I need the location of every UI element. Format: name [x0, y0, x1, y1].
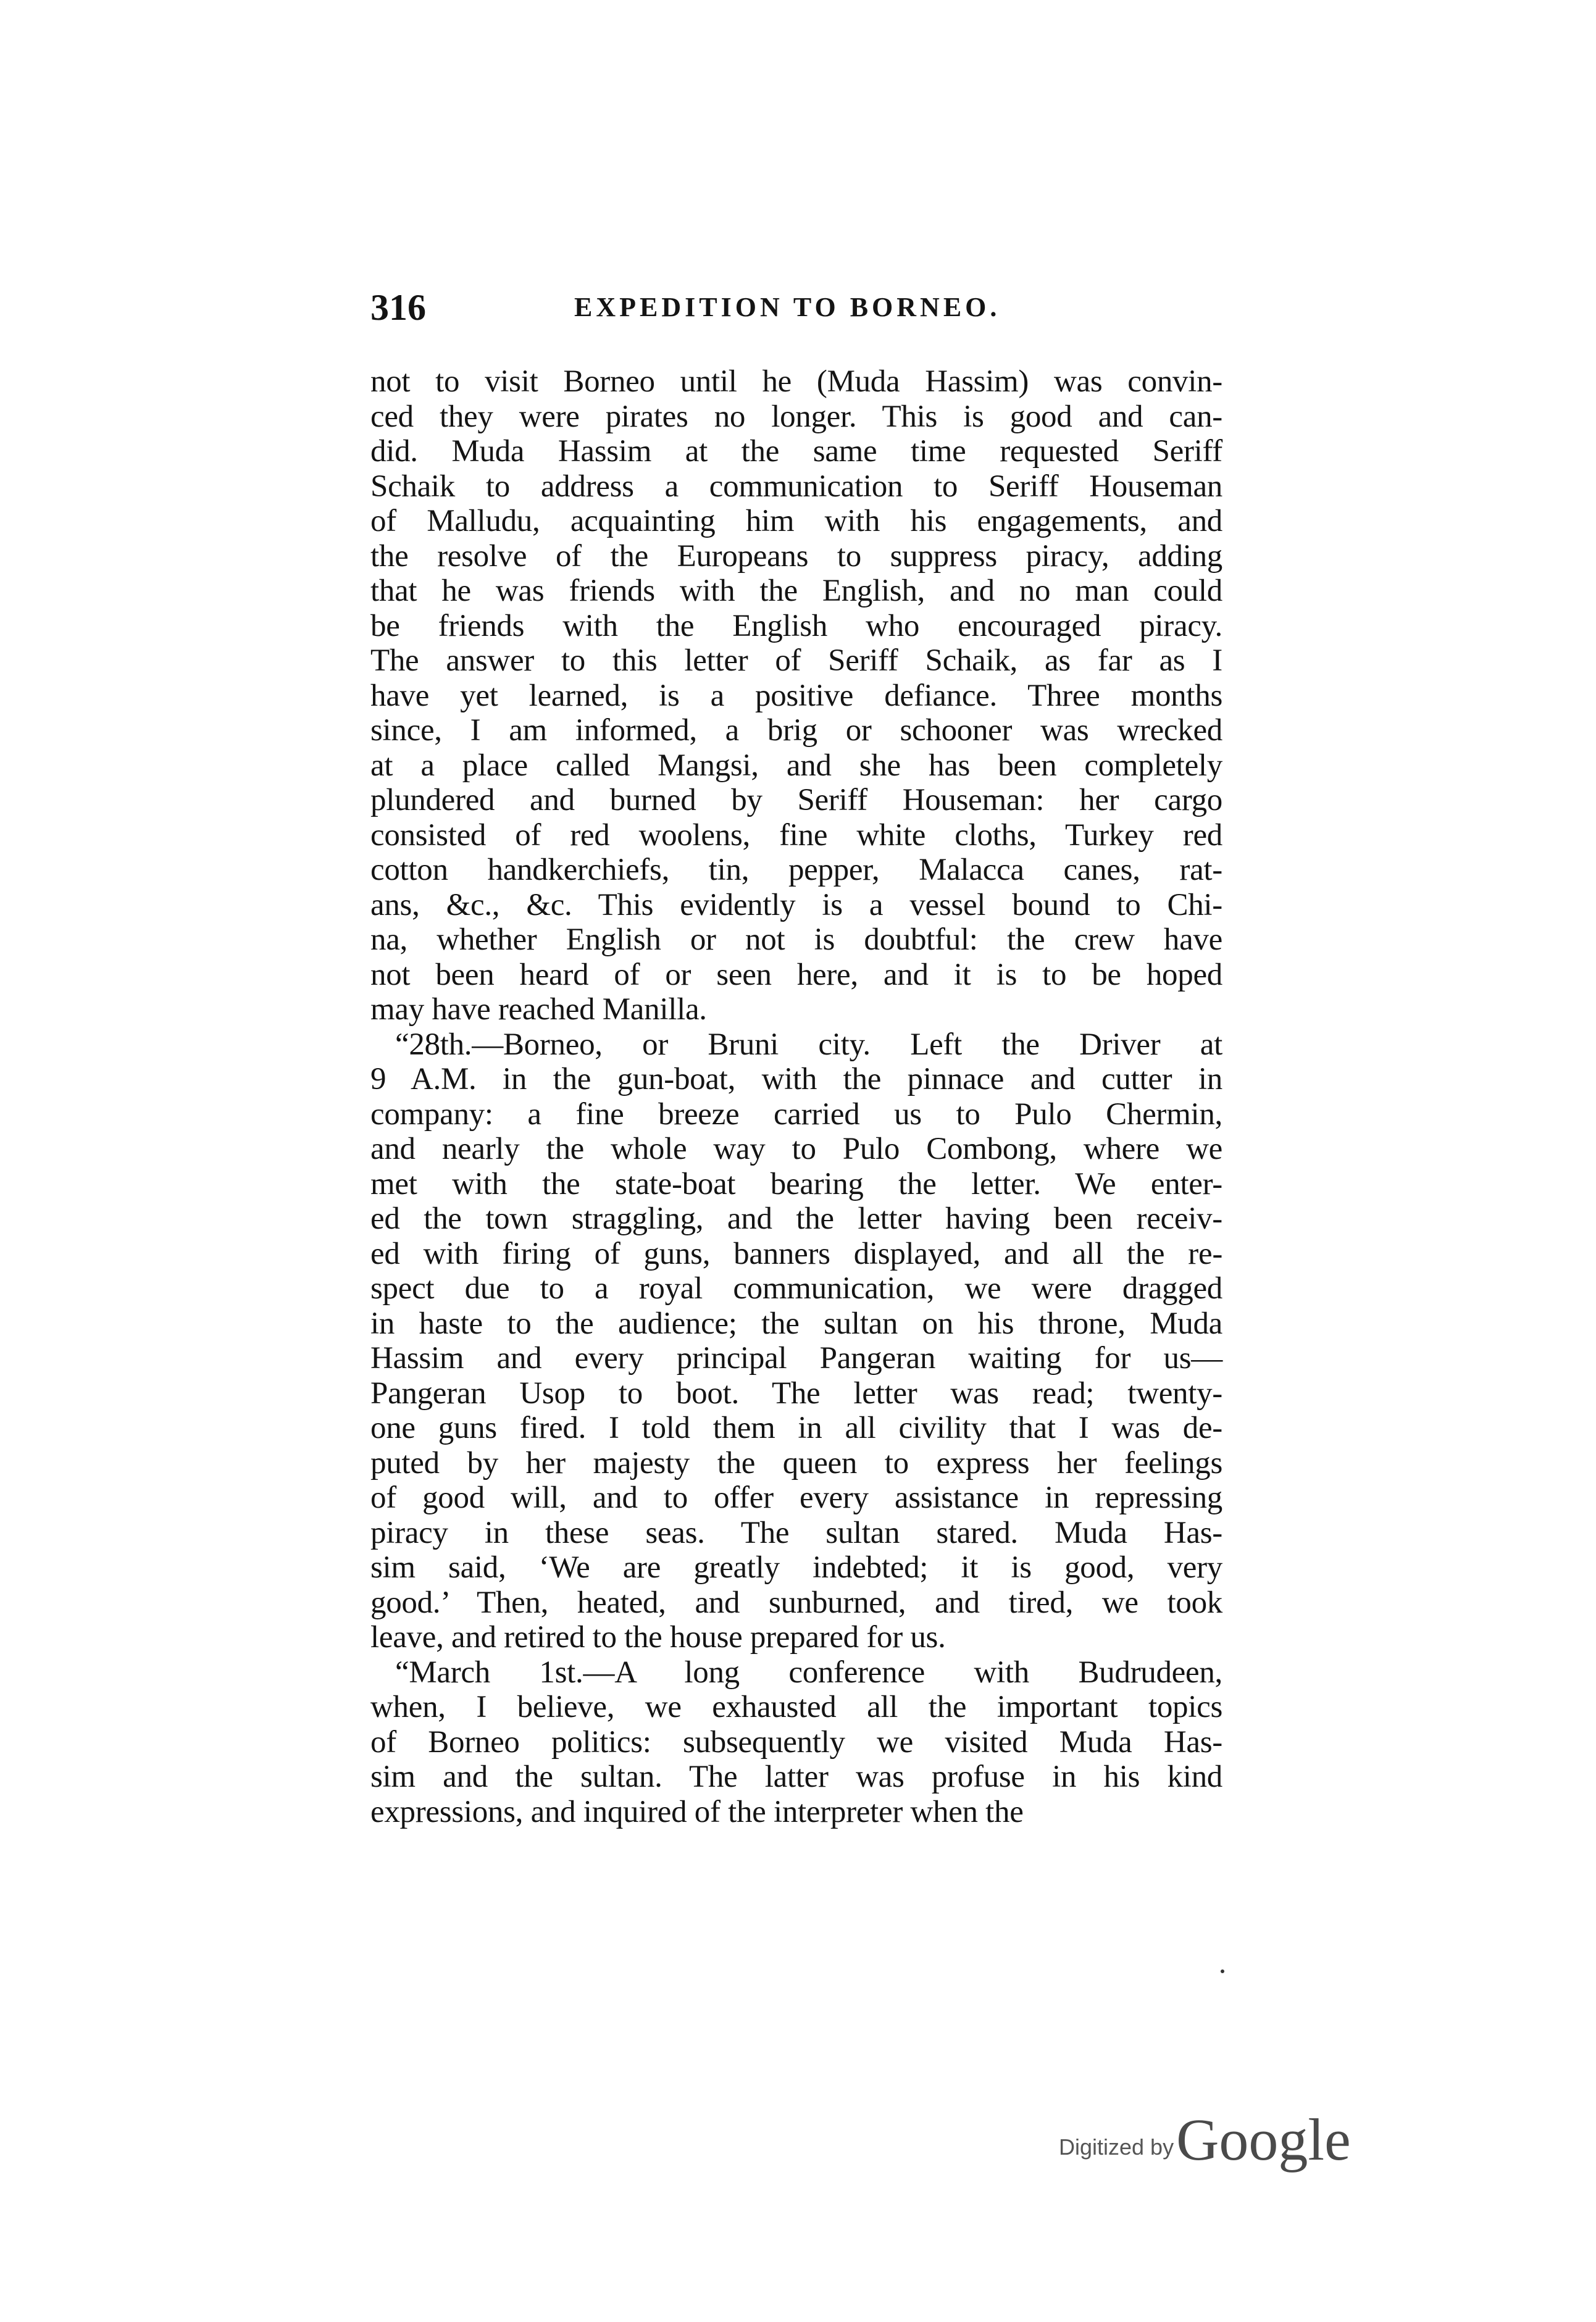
text-line: at a place called Mangsi, and she has been completely	[370, 748, 1222, 783]
text-line: Hassim and every principal Pangeran waiting for us—	[370, 1341, 1222, 1376]
ink-speck	[1221, 1969, 1224, 1973]
text-line: when, I believe, we exhausted all the important topics	[370, 1690, 1222, 1724]
text-line: piracy in these seas. The sultan stared. Muda Has-	[370, 1515, 1222, 1550]
text-line: did. Muda Hassim at the same time requested Seriff	[370, 434, 1222, 469]
text-line: ced they were pirates no longer. This is good and can-	[370, 399, 1222, 434]
text-line: may have reached Manilla.	[370, 992, 707, 1027]
text-line: and nearly the whole way to Pulo Combong, where we	[370, 1132, 1222, 1166]
text-line: leave, and retired to the house prepared for us.	[370, 1620, 946, 1655]
text-line: sim said, ‘We are greatly indebted; it is good, very	[370, 1550, 1222, 1585]
page-number: 316	[370, 287, 426, 328]
text-line: puted by her majesty the queen to express her feelings	[370, 1445, 1222, 1480]
text-line: the resolve of the Europeans to suppress piracy, adding	[370, 538, 1222, 574]
text-line: of Borneo politics: subsequently we visited Muda Has-	[370, 1724, 1222, 1760]
text-line: consisted of red woolens, fine white cloths, Turkey red	[370, 817, 1222, 853]
body-text	[370, 364, 1222, 1829]
text-line: The answer to this letter of Seriff Schaik, as far as I	[370, 643, 1222, 678]
text-line: sim and the sultan. The latter was profuse in his kind	[370, 1760, 1222, 1794]
text-line: not been heard of or seen here, and it is to be hoped	[370, 957, 1222, 992]
text-line: Pangeran Usop to boot. The letter was read; twenty-	[370, 1376, 1222, 1411]
text-line: not to visit Borneo until he (Muda Hassim) was convin-	[370, 364, 1222, 399]
text-line: plundered and burned by Seriff Houseman: her cargo	[370, 783, 1222, 817]
text-line: good.’ Then, heated, and sunburned, and tired, we took	[370, 1585, 1222, 1620]
text-line: be friends with the English who encouraged piracy.	[370, 608, 1222, 643]
running-head	[370, 283, 1235, 332]
text-line: na, whether English or not is doubtful: the crew have	[370, 922, 1222, 957]
text-line: “March 1st.—A long conference with Budrudeen,	[395, 1655, 1222, 1690]
text-line: company: a fine breeze carried us to Pulo Chermin,	[370, 1096, 1222, 1132]
text-line: “28th.—Borneo, or Bruni city. Left the Driver at	[395, 1027, 1222, 1062]
text-line: of good will, and to offer every assistance in repressing	[370, 1480, 1222, 1515]
text-line: ed the town straggling, and the letter having been receiv-	[370, 1201, 1222, 1236]
google-logo: Google	[1176, 2107, 1351, 2173]
text-line: Schaik to address a communication to Seriff Houseman	[370, 469, 1222, 504]
text-line: expressions, and inquired of the interpreter when the	[370, 1794, 1024, 1829]
text-line: since, I am informed, a brig or schooner was wrecked	[370, 713, 1222, 748]
text-line: ed with firing of guns, banners displayed, and all the re-	[370, 1236, 1222, 1271]
text-line: ans, &c., &c. This evidently is a vessel bound to Chi-	[370, 887, 1222, 922]
running-title: EXPEDITION TO BORNEO.	[574, 292, 1001, 322]
text-line: of Malludu, acquainting him with his engagements, and	[370, 504, 1222, 538]
text-line: that he was friends with the English, and no man could	[370, 574, 1222, 608]
watermark-prefix: Digitized by	[1059, 2134, 1174, 2160]
text-line: have yet learned, is a positive defiance. Three months	[370, 678, 1222, 713]
text-line: spect due to a royal communication, we were dragged	[370, 1271, 1222, 1306]
text-line: one guns fired. I told them in all civility that I was de-	[370, 1411, 1222, 1445]
digitized-watermark	[1059, 2105, 1351, 2174]
text-line: met with the state-boat bearing the letter. We enter-	[370, 1166, 1222, 1201]
text-line: cotton handkerchiefs, tin, pepper, Malacca canes, rat-	[370, 853, 1222, 887]
text-line: in haste to the audience; the sultan on his throne, Muda	[370, 1306, 1222, 1341]
text-line: 9 A.M. in the gun-boat, with the pinnace and cutter in	[370, 1062, 1222, 1096]
